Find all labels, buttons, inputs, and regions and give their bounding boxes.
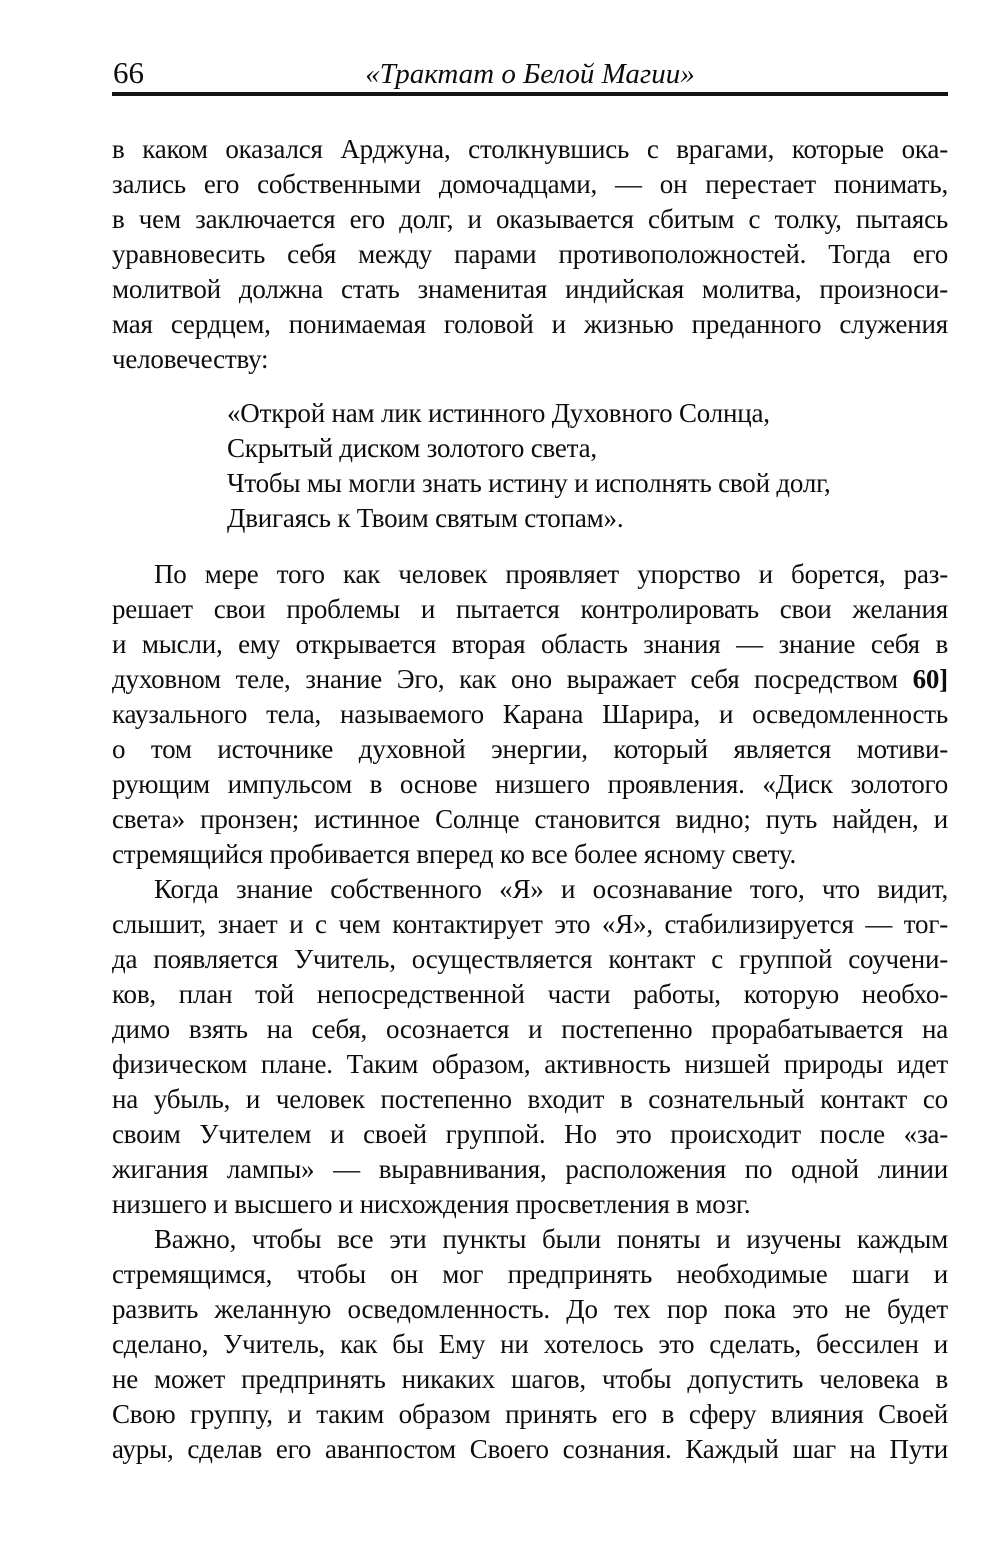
text-line: По мере того как человек проявляет упорство и борется, раз- (154, 559, 948, 589)
text-line: димо взять на себя, осознается и постепенно прорабатывается на (112, 1014, 948, 1044)
text-line: Важно, чтобы все эти пункты были поняты и изучены каждым (154, 1224, 948, 1254)
text-line: каузального тела, называемого Карана Шарира, и осведомленность (112, 699, 948, 729)
text-line: о том источнике духовной энергии, который является мотиви- (112, 734, 948, 764)
text-line: света» пронзен; истинное Солнце становится видно; путь найден, и (112, 804, 948, 834)
text-line: решает свои проблемы и пытается контролировать свои желания (112, 594, 948, 624)
text-line: слышит, знает и с чем контактирует это «Я», стабилизируется — тог- (112, 909, 948, 939)
text-line: ков, план той непосредственной части работы, которую необхо- (112, 979, 948, 1009)
text-line: в каком оказался Арджуна, столкнувшись с врагами, которые ока- (112, 134, 948, 164)
paragraph-intro (112, 132, 948, 377)
page-body (112, 132, 948, 1467)
text-line: духовном теле, знание Эго, как оно выражает себя посредством (112, 664, 898, 694)
running-title: «Трактат о Белой Магии» (365, 58, 695, 90)
text-line: Свою группу, и таким образом принять его в сферу влияния Своей (112, 1399, 948, 1429)
text-line: да появляется Учитель, осуществляется контакт с группой соучени- (112, 944, 948, 974)
paragraph-importance (112, 1222, 948, 1467)
text-line: мая сердцем, понимаемая головой и жизнью преданного служения (112, 309, 948, 339)
text-line: зались его собственными домочадцами, — он перестает понимать, (112, 169, 948, 199)
text-line: на убыль, и человек постепенно входит в сознательный контакт со (112, 1084, 948, 1114)
text-line: жигания лампы» — выравнивания, расположения по одной линии (112, 1154, 948, 1184)
text-line: стремящийся пробивается вперед ко все более ясному свету. (112, 839, 797, 869)
text-line: своим Учителем и своей группой. Но это происходит после «за- (112, 1119, 948, 1149)
text-line: уравновесить себя между парами противоположностей. Тогда его (112, 239, 948, 269)
text-line: рующим импульсом в основе низшего проявления. «Диск золотого (112, 769, 948, 799)
verse-line: «Открой нам лик истинного Духовного Солнца, (227, 398, 770, 428)
page-number: 66 (113, 55, 144, 90)
page-marker: 60] (912, 664, 948, 694)
verse-quote (227, 396, 948, 536)
verse-line: Двигаясь к Твоим святым стопам». (227, 503, 624, 533)
text-line-with-marker (112, 662, 948, 697)
text-line: Когда знание собственного «Я» и осознавание того, что видит, (154, 874, 948, 904)
verse-line: Чтобы мы могли знать истину и исполнять свой долг, (227, 468, 831, 498)
paragraph-master-contact (112, 872, 948, 1222)
paragraph-second-area-of-knowledge (112, 557, 948, 872)
text-line: и мысли, ему открывается вторая область знания — знание себя в (112, 629, 948, 659)
text-line: сделано, Учитель, как бы Ему ни хотелось это сделать, бессилен и (112, 1329, 948, 1359)
text-line: в чем заключается его долг, и оказывается сбитым с толку, пытаясь (112, 204, 948, 234)
text-line: человечеству: (112, 344, 269, 374)
verse-line: Скрытый диском золотого света, (227, 433, 597, 463)
text-line: молитвой должна стать знаменитая индийская молитва, произноси- (112, 274, 948, 304)
text-line: не может предпринять никаких шагов, чтобы допустить человека в (112, 1364, 948, 1394)
text-line: ауры, сделав его аванпостом Своего сознания. Каждый шаг на Пути (112, 1434, 948, 1464)
text-line: стремящимся, чтобы он мог предпринять необходимые шаги и (112, 1259, 948, 1289)
header-rule-divider (112, 92, 948, 96)
text-line: физическом плане. Таким образом, активность низшей природы идет (112, 1049, 948, 1079)
text-line: низшего и высшего и нисхождения просветления в мозг. (112, 1189, 751, 1219)
text-line: развить желанную осведомленность. До тех пор пока это не будет (112, 1294, 948, 1324)
